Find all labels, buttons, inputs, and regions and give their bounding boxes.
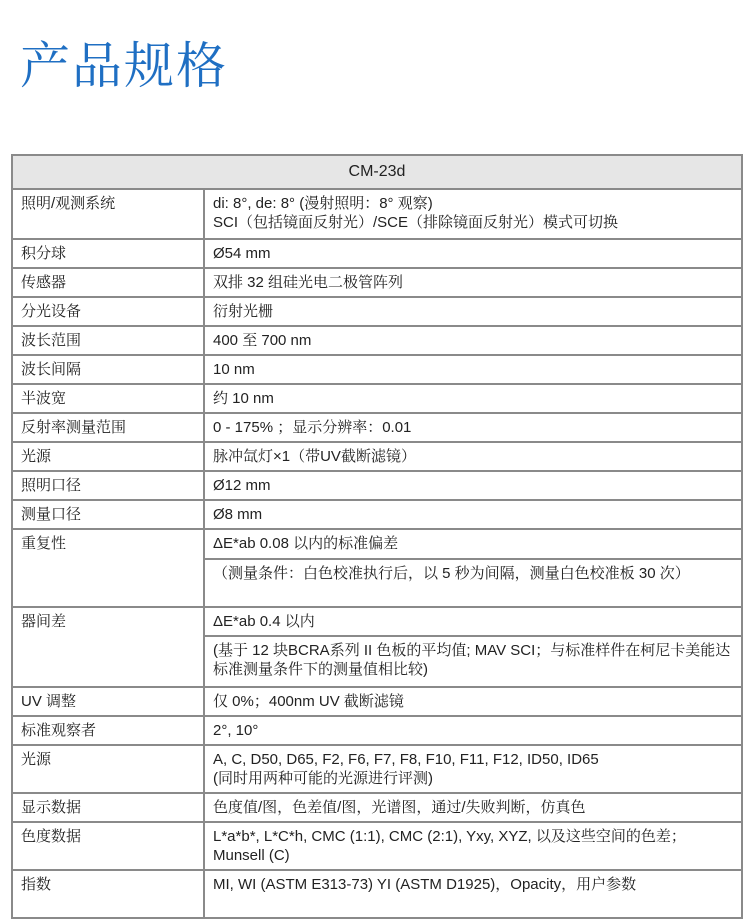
spec-value (204, 413, 742, 442)
spec-table (11, 154, 743, 919)
spec-value (204, 384, 742, 413)
spec-value-line: 双排 32 组硅光电二极管阵列 (213, 274, 404, 291)
spec-row (12, 239, 742, 268)
spec-value (204, 471, 742, 500)
spec-row (12, 413, 742, 442)
spec-row (12, 471, 742, 500)
spec-value-line: 色度值/图，色差值/图，光谱图，通过/失败判断，仿真色 (213, 799, 586, 816)
spec-label: UV 调整 (12, 687, 204, 716)
spec-value-line: Ø12 mm (213, 477, 271, 494)
spec-row (12, 870, 742, 918)
spec-value-line: A, C, D50, D65, F2, F6, F7, F8, F10, F11, F12, ID50, ID65 (213, 751, 599, 768)
spec-label: 测量口径 (12, 500, 204, 529)
spec-row (12, 745, 742, 793)
spec-row (12, 793, 742, 822)
spec-value: ΔE*ab 0.08 以内的标准偏差 (204, 529, 742, 559)
spec-row (12, 297, 742, 326)
spec-label: 照明口径 (12, 471, 204, 500)
spec-label: 指数 (12, 870, 204, 918)
spec-row (12, 326, 742, 355)
spec-row (12, 822, 742, 870)
spec-value-line: Ø54 mm (213, 245, 271, 262)
spec-label: 积分球 (12, 239, 204, 268)
spec-value (204, 822, 742, 870)
spec-row (12, 268, 742, 297)
spec-row (12, 442, 742, 471)
spec-row (12, 500, 742, 529)
spec-value-line: 10 nm (213, 361, 255, 378)
spec-value-line: 2°, 10° (213, 722, 259, 739)
spec-value-line: di: 8°, de: 8° (漫射照明：8° 观察) (213, 195, 433, 212)
spec-label: 照明/观测系统 (12, 189, 204, 239)
spec-row (12, 529, 742, 559)
spec-value (204, 239, 742, 268)
spec-row (12, 189, 742, 239)
spec-label: 器间差 (12, 607, 204, 687)
spec-label: 重复性 (12, 529, 204, 607)
spec-value (204, 793, 742, 822)
spec-label: 光源 (12, 442, 204, 471)
spec-value (204, 355, 742, 384)
spec-label: 光源 (12, 745, 204, 793)
spec-value-line: SCI（包括镜面反射光）/SCE（排除镜面反射光）模式可切换 (213, 214, 619, 231)
spec-value (204, 189, 742, 239)
spec-value (204, 297, 742, 326)
spec-value-line: 约 10 nm (213, 390, 274, 407)
spec-value (204, 442, 742, 471)
spec-label: 标准观察者 (12, 716, 204, 745)
spec-row (12, 716, 742, 745)
spec-value-line: Ø8 mm (213, 506, 263, 523)
spec-value (204, 716, 742, 745)
spec-label: 色度数据 (12, 822, 204, 870)
spec-value: ΔE*ab 0.4 以内 (204, 607, 742, 636)
spec-value-line: (同时用两种可能的光源进行评测) (213, 770, 433, 787)
spec-label: 波长范围 (12, 326, 204, 355)
spec-value-line: MI, WI (ASTM E313-73) YI (ASTM D1925)，Opacity，用户参数 (213, 876, 637, 893)
spec-row (12, 687, 742, 716)
spec-value (204, 870, 742, 918)
spec-label: 反射率测量范围 (12, 413, 204, 442)
spec-label: 分光设备 (12, 297, 204, 326)
spec-row (12, 355, 742, 384)
spec-row (12, 607, 742, 636)
spec-label: 显示数据 (12, 793, 204, 822)
spec-value (204, 687, 742, 716)
model-header: CM-23d (12, 155, 742, 189)
spec-label: 半波宽 (12, 384, 204, 413)
spec-value-line: 衍射光栅 (213, 303, 274, 320)
spec-label: 传感器 (12, 268, 204, 297)
spec-value-line: 400 至 700 nm (213, 332, 312, 349)
spec-value (204, 268, 742, 297)
spec-row (12, 384, 742, 413)
spec-value-line: 仅 0%；400nm UV 截断滤镜 (213, 693, 404, 710)
spec-value-line: L*a*b*, L*C*h, CMC (1:1), CMC (2:1), Yxy, XYZ, 以及这些空间的色差；Munsell (C) (213, 828, 686, 864)
spec-label: 波长间隔 (12, 355, 204, 384)
spec-note: (基于 12 块BCRA系列 II 色板的平均值; MAV SCI；与标准样件在柯尼卡美能达标准测量条件下的测量值相比较) (204, 636, 742, 687)
spec-value-line: 脉冲氙灯×1（带UV截断滤镜） (213, 448, 416, 465)
spec-value-line: 0 - 175% ；显示分辨率：0.01 (213, 419, 412, 436)
spec-value (204, 500, 742, 529)
page-title: 产品规格 (20, 38, 228, 94)
spec-value (204, 745, 742, 793)
spec-note: （测量条件：白色校准执行后，以 5 秒为间隔，测量白色校准板 30 次） (204, 559, 742, 607)
spec-value (204, 326, 742, 355)
